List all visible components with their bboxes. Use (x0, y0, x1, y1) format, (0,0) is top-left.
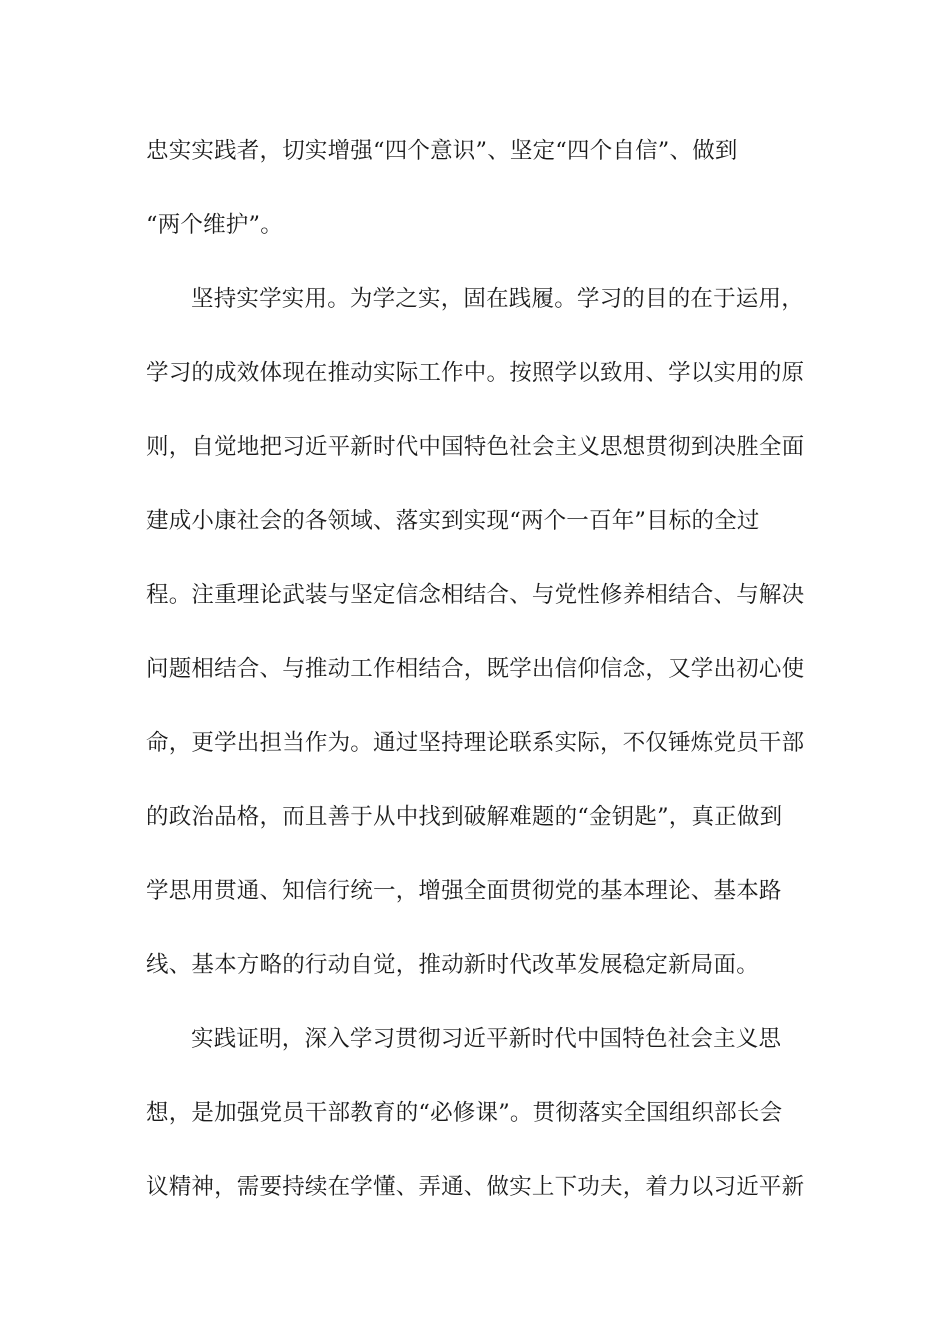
paragraph-start-line: 坚持实学实用。为学之实，固在践履。学习的目的在于运用， (191, 286, 804, 312)
text-line: 建成小康社会的各领域、落实到实现“两个一百年”目标的全过 (146, 508, 760, 534)
text-line: 学习的成效体现在推动实际工作中。按照学以致用、学以实用的原 (146, 360, 805, 386)
text-line: 学思用贯通、知信行统一，增强全面贯彻党的基本理论、基本路 (146, 878, 782, 904)
paragraph-start-line: 实践证明，深入学习贯彻习近平新时代中国特色社会主义思 (191, 1026, 782, 1052)
text-line: 问题相结合、与推动工作相结合，既学出信仰信念，又学出初心使 (146, 656, 805, 682)
text-line: 想，是加强党员干部教育的“必修课”。贯彻落实全国组织部长会 (146, 1100, 783, 1126)
text-line: 程。注重理论武装与坚定信念相结合、与党性修养相结合、与解决 (146, 582, 805, 608)
text-line: 命，更学出担当作为。通过坚持理论联系实际，不仅锤炼党员干部 (146, 730, 805, 756)
text-line: 线、基本方略的行动自觉，推动新时代改革发展稳定新局面。 (146, 952, 759, 978)
text-line: “两个维护”。 (146, 212, 283, 238)
text-line: 议精神，需要持续在学懂、弄通、做实上下功夫，着力以习近平新 (146, 1174, 805, 1200)
text-line: 的政治品格，而且善于从中找到破解难题的“金钥匙”，真正做到 (146, 804, 783, 830)
text-line: 忠实实践者，切实增强“四个意识”、坚定“四个自信”、做到 (146, 138, 738, 164)
text-line: 则，自觉地把习近平新时代中国特色社会主义思想贯彻到决胜全面 (146, 434, 805, 460)
